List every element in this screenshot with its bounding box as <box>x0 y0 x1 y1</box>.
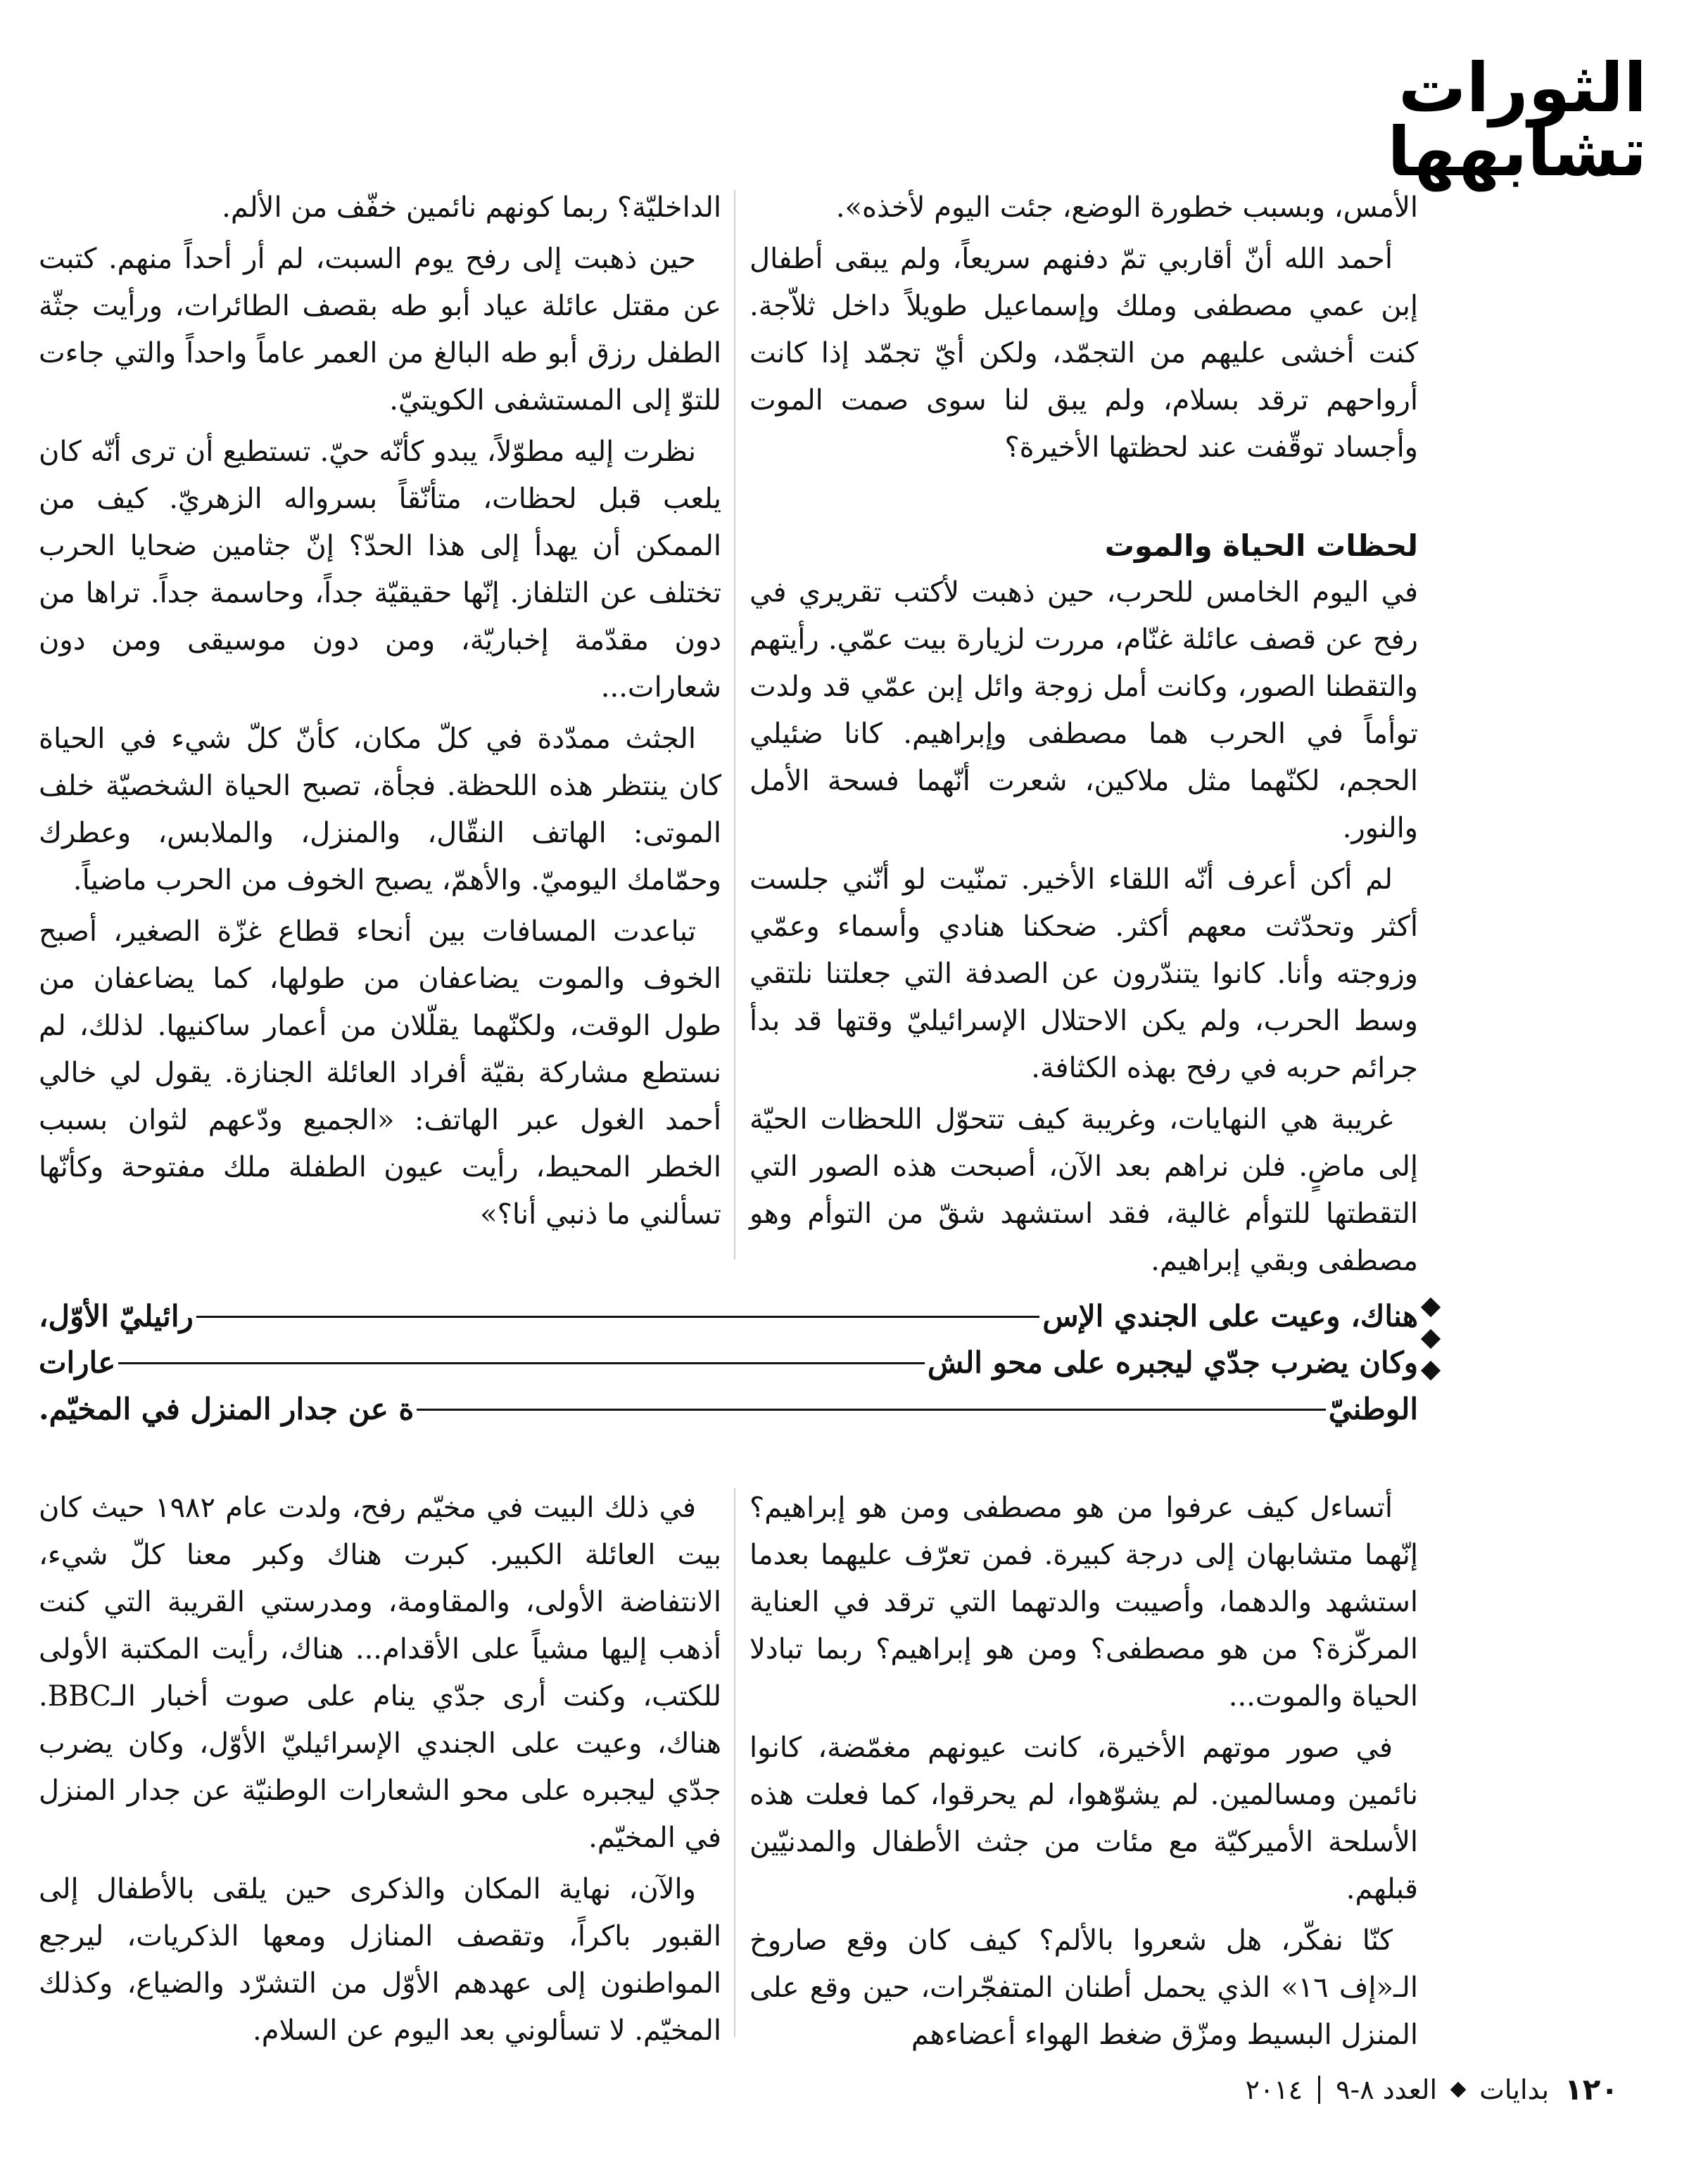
paragraph: لم أكن أعرف أنّه اللقاء الأخير. تمنّيت لو أنّني جلست أكثر وتحدّثت معهم أكثر. ضحكنا هنادي وأسماء وعمّي وزوجته وأنا. كانوا يتندّرون عن الصدفة التي جعلتنا نلتقي وسط الحرب، ولم يكن الاحتلال الإسرائيليّ وقتها قد بدأ جرائم حربه في رفح بهذه الكثافة. <box>749 863 1418 1084</box>
paragraph: الداخليّة؟ ربما كونهم نائمين خفّف من الألم. <box>222 191 721 224</box>
spacer <box>749 471 1418 522</box>
pull-quote-text: هناك، وعيت على الجندي الإس <box>1042 1299 1418 1333</box>
paragraph: الجثث ممدّدة في كلّ مكان، كأنّ كلّ شيء في الحياة كان ينتظر هذه اللحظة. فجأة، تصبح الحياة الشخصيّة خلف الموتى: الهاتف النقّال، والمنزل، والملابس، وعطرك وحمّامك اليوميّ. والأهمّ، يصبح الخوف من الحرب ماضياً. <box>39 723 721 896</box>
pull-quote-text: وكان يضرب جدّي ليجبره على محو الش <box>927 1345 1418 1380</box>
pull-quote-line <box>39 1293 1418 1340</box>
paragraph: أتساءل كيف عرفوا من هو مصطفى ومن هو إبراهيم؟ إنّهما متشابهان إلى درجة كبيرة. فمن تعرّف عليهما بعدما استشهد والدهما، وأصيبت والدتهما التي ترقد في العناية المركّزة؟ من هو مصطفى؟ ومن هو إبراهيم؟ ربما تبادلا الحياة والموت... <box>749 1492 1418 1713</box>
column-divider <box>734 1488 735 2037</box>
pull-quote <box>39 1293 1418 1433</box>
paragraph: في صور موتهم الأخيرة، كانت عيونهم مغمّضة، كانوا نائمين ومسالمين. لم يشوّهوا، لم يحرقوا، كما فعلت هذه الأسلحة الأميركيّة مع مئات من جثث الأطفال والمدنيّين قبلهم. <box>749 1732 1418 1905</box>
bottom-right-column <box>749 1485 1418 2059</box>
diamond-separator-icon <box>1450 2081 1467 2097</box>
paragraph: حين ذهبت إلى رفح يوم السبت، لم أر أحداً منهم. كتبت عن مقتل عائلة عياد أبو طه بقصف الطائرات، ورأيت جثّة الطفل رزق أبو طه البالغ من العمر عاماً واحداً والتي جاءت للتوّ إلى المستشفى الكويتيّ. <box>39 243 721 417</box>
top-left-column <box>39 184 721 1238</box>
page-footer <box>1245 2072 1619 2107</box>
section-heading: لحظات الحياة والموت <box>1104 528 1418 563</box>
paragraph: في ذلك البيت في مخيّم رفح، ولدت عام ١٩٨٢ حيث كان بيت العائلة الكبير. كبرت هناك وكبر معنا كلّ شيء، الانتفاضة الأولى، والمقاومة، ومدرستي القريبة التي كنت أذهب إليها مشياً على الأقدام... هناك، رأيت المكتبة الأولى للكتب، وكنت أرى جدّي ينام على صوت أخبار الـBBC. هناك، وعيت على الجندي الإسرائيليّ الأوّل، وكان يضرب جدّي ليجبره على محو الشعارات الوطنيّة عن جدار المنزل في المخيّم. <box>39 1492 721 1854</box>
paragraph: تباعدت المسافات بين أنحاء قطاع غزّة الصغير، أصبح الخوف والموت يضاعفان من طولها، كما يضاعفان من طول الوقت، ولكنّهما يقلّلان من أعمار ساكنيها. لذلك، لم نستطع مشاركة بقيّة أفراد العائلة الجنازة. يقول لي خالي أحمد الغول عبر الهاتف: «الجميع ودّعهم لثوان بسبب الخطر المحيط، رأيت عيون الطفلة ملك مفتوحة وكأنّها تسألني ما ذنبي أنا؟» <box>39 915 721 1231</box>
section-logo-line2: تشابهها <box>1387 113 1647 192</box>
pull-quote-line <box>39 1340 1418 1386</box>
paragraph: الأمس، وبسبب خطورة الوضع، جئت اليوم لأخذه». <box>835 191 1418 224</box>
pull-quote-text: رائيليّ الأوّل، <box>39 1299 194 1333</box>
magazine-name: بدايات <box>1479 2074 1550 2105</box>
bar-separator <box>1318 2076 1320 2104</box>
column-divider <box>734 190 735 1259</box>
page-number: ١٢٠ <box>1564 2072 1619 2107</box>
issue-number: العدد ٨-٩ <box>1336 2074 1438 2105</box>
pull-quote-text: الوطنيّ <box>1328 1392 1418 1426</box>
pull-quote-text: عارات <box>39 1345 116 1380</box>
paragraph: غريبة هي النهايات، وغريبة كيف تتحوّل اللحظات الحيّة إلى ماضٍ. فلن نراهم بعد الآن، أصبحت هذه الصور التي التقطتها للتوأم غالية، فقد استشهد شقّ من التوأم وهو مصطفى وبقي إبراهيم. <box>749 1103 1418 1277</box>
paragraph: نظرت إليه مطوّلاً، يبدو كأنّه حيّ. تستطيع أن ترى أنّه كان يلعب قبل لحظات، متأنّقاً بسرواله الزهريّ. كيف من الممكن أن يهدأ إلى هذا الحدّ؟ إنّ جثامين ضحايا الحرب تختلف عن التلفاز. إنّها حقيقيّة جداً، وحاسمة جداً. تراها من دون مقدّمة إخباريّة، ومن دون موسيقى ومن دون شعارات... <box>39 436 721 704</box>
section-logo-line1: الثورات <box>1398 49 1647 127</box>
bottom-left-column <box>39 1485 721 2055</box>
pull-quote-rule <box>417 1409 1325 1411</box>
top-right-column <box>749 184 1418 1285</box>
pull-quote-rule <box>118 1362 925 1364</box>
pull-quote-marker-icon <box>1422 1300 1439 1378</box>
issue-year: ٢٠١٤ <box>1245 2074 1303 2105</box>
paragraph: كنّا نفكّر، هل شعروا بالألم؟ كيف كان وقع صاروخ الـ«إف ١٦» الذي يحمل أطنان المتفجّرات، حين وقع على المنزل البسيط ومزّق ضغط الهواء أعضاءهم <box>749 1924 1418 2051</box>
paragraph: والآن، نهاية المكان والذكرى حين يلقى بالأطفال إلى القبور باكراً، وتقصف المنازل ومعها الذكريات، ليرجع المواطنون إلى عهدهم الأوّل من التشرّد والضياع، وكذلك المخيّم. لا تسألوني بعد اليوم عن السلام. <box>39 1873 721 2047</box>
pull-quote-line <box>39 1386 1418 1433</box>
pull-quote-text: ة عن جدار المنزل في المخيّم. <box>39 1392 415 1426</box>
section-logo <box>1387 49 1647 192</box>
pull-quote-rule <box>196 1316 1040 1318</box>
paragraph: في اليوم الخامس للحرب، حين ذهبت لأكتب تقريري في رفح عن قصف عائلة غنّام، مررت لزيارة بيت عمّي. رأيتهم والتقطنا الصور، وكانت أمل زوجة وائل إبن عمّي قد ولدت توأماً في الحرب هما مصطفى وإبراهيم. كانا ضئيلي الحجم، لكنّهما مثل ملاكين، شعرت أنّهما فسحة الأمل والنور. <box>749 576 1418 844</box>
paragraph: أحمد الله أنّ أقاربي تمّ دفنهم سريعاً، ولم يبقى أطفال إبن عمي مصطفى وملك وإسماعيل طويلاً داخل ثلاّجة. كنت أخشى عليهم من التجمّد، ولكن أيّ تجمّد إذا كانت أرواحهم ترقد بسلام، ولم يبق لنا سوى صمت الموت وأجساد توقّفت عند لحظتها الأخيرة؟ <box>749 243 1418 464</box>
